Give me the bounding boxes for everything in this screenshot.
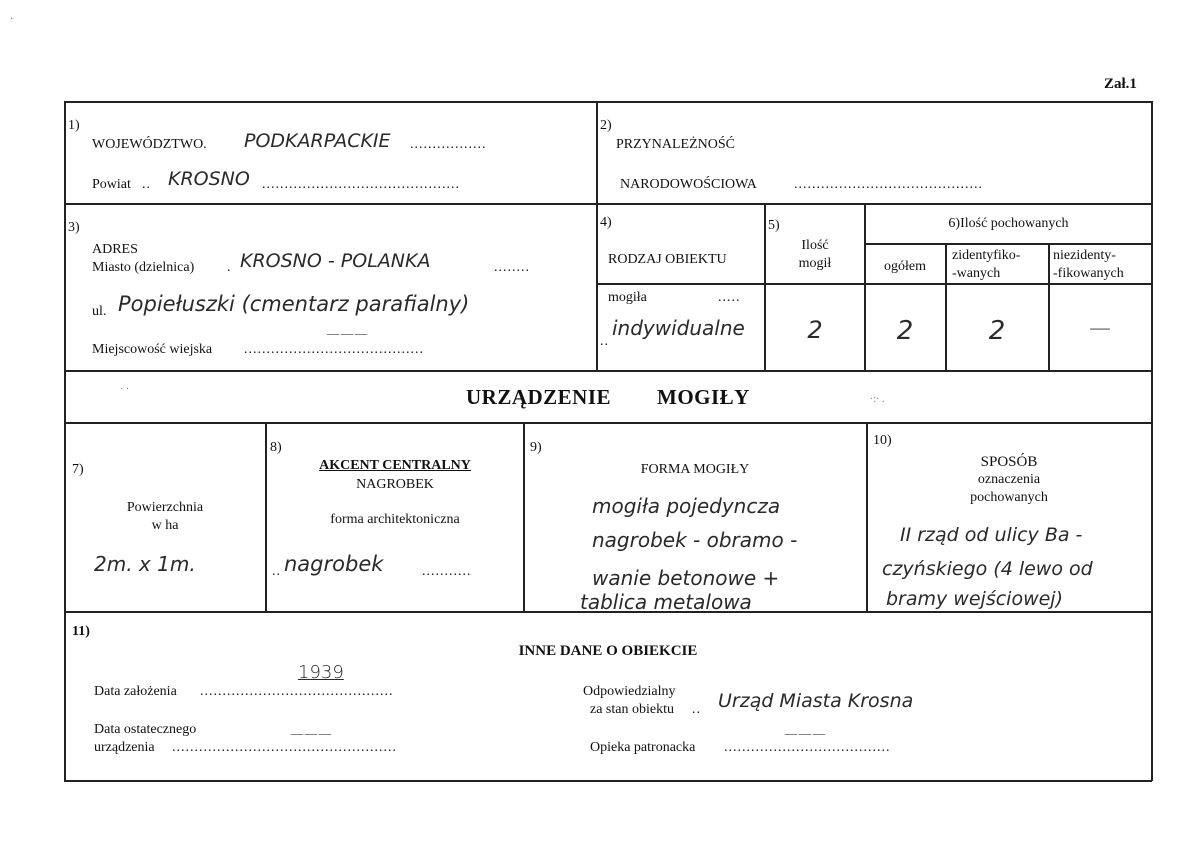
voivodeship-value: PODKARPACKIE — [244, 130, 391, 152]
box8-number: 8) — [270, 440, 282, 455]
tombstone-label: NAGROBEK — [356, 477, 434, 492]
city-value: KROSNO - POLANKA — [240, 250, 431, 272]
final-arrangement-dots: .................................................. — [172, 740, 397, 755]
architectural-form-label: forma architektoniczna — [330, 512, 460, 527]
county-dots: ............................................ — [262, 177, 460, 192]
city-dots: ........ — [494, 260, 530, 275]
other-data-title: INNE DANE O OBIEKCIE — [518, 643, 698, 659]
grave-form-value-3: wanie betonowe + — [592, 566, 780, 590]
responsible-value: Urząd Miasta Krosna — [718, 690, 914, 712]
box1-number: 1) — [68, 118, 80, 133]
area-value: 2m. x 1m. — [94, 552, 196, 576]
box2-number: 2) — [600, 118, 612, 133]
village-value: ——— — [326, 326, 368, 342]
city-label: Miasto (dzielnica) — [92, 260, 195, 275]
patronage-label: Opieka patronacka — [590, 740, 696, 755]
grave-form-value-1: mogiła pojedyncza — [592, 494, 781, 518]
founded-label: Data założenia — [94, 684, 177, 699]
scan-speck: · — [10, 14, 14, 25]
village-label: Miejscowość wiejska — [92, 342, 213, 357]
central-accent-label: AKCENT CENTRALNY — [319, 458, 471, 473]
marking-value-3: bramy wejściowej) — [886, 588, 1063, 610]
final-arrangement-label-1: Data ostatecznego — [94, 722, 197, 737]
box9-number: 9) — [530, 440, 542, 455]
attachment-label: Zał.1 — [1104, 76, 1137, 92]
box7-number: 7) — [72, 462, 84, 477]
responsible-label-2: za stan obiektu — [590, 702, 674, 717]
grave-label: mogiła — [608, 290, 647, 305]
marking-value-1: II rząd od ulicy Ba - — [900, 524, 1083, 546]
founded-value: 1939 — [298, 662, 344, 683]
tombstone-dots: ........... — [422, 564, 472, 579]
final-arrangement-label-2: urządzenia — [94, 740, 155, 755]
scan-speck: ·:· . — [870, 394, 885, 405]
street-label: ul. — [92, 304, 107, 319]
grave-form-label: FORMA MOGIŁY — [640, 462, 750, 477]
buried-total-header: ogółem — [884, 259, 926, 274]
tombstone-value: nagrobek — [284, 552, 384, 576]
buried-unidentified-header-1: niezidenty- — [1053, 248, 1116, 263]
street-value: Popiełuszki (cmentarz parafialny) — [118, 292, 470, 316]
box3-number: 3) — [68, 220, 80, 235]
grave-form-value-2: nagrobek - obramo - — [592, 528, 798, 552]
county-value: KROSNO — [168, 168, 250, 190]
founded-dots: ........................................... — [200, 684, 394, 699]
buried-identified-value: 2 — [988, 316, 1006, 346]
patronage-value: ——— — [784, 726, 826, 742]
area-label-1: Powierzchnia — [126, 500, 204, 515]
grave-form-value-4: tablica metalowa — [580, 590, 752, 614]
box10-number: 10) — [873, 433, 892, 448]
voivodeship-dots: ................. — [410, 137, 487, 152]
object-type-value: indywidualne — [612, 316, 745, 340]
county-label: Powiat — [92, 177, 131, 192]
buried-identified-header-2: -wanych — [952, 266, 1001, 281]
nationality-dots: .......................................... — [794, 177, 983, 192]
section-title-word-2: MOGIŁY — [657, 385, 750, 409]
buried-count-label: 6)Ilość pochowanych — [948, 216, 1069, 231]
box4-number: 4) — [600, 215, 612, 230]
nationality-label-2: NARODOWOŚCIOWA — [620, 177, 757, 192]
responsible-label-1: Odpowiedzialny — [583, 684, 676, 699]
graves-count-label-2: mogił — [798, 256, 832, 271]
buried-unidentified-header-2: -fikowanych — [1053, 266, 1124, 281]
area-label-2: w ha — [151, 518, 179, 533]
county-dots-start: .. — [142, 177, 151, 192]
box11-number: 11) — [72, 624, 90, 639]
village-dots: ........................................ — [244, 342, 424, 357]
object-type-label: RODZAJ OBIEKTU — [608, 252, 727, 267]
buried-total-value: 2 — [896, 316, 914, 346]
nationality-label-1: PRZYNALEŻNOŚĆ — [616, 137, 736, 152]
marking-label-3: pochowanych — [970, 490, 1048, 505]
grave-dots: ..... — [718, 290, 741, 305]
marking-value-2: czyńskiego (4 lewo od — [882, 558, 1093, 580]
box5-number: 5) — [768, 218, 780, 233]
marking-label-2: oznaczenia — [977, 472, 1041, 487]
section-title-word-1: URZĄDZENIE — [466, 385, 612, 409]
address-label: ADRES — [92, 242, 138, 257]
final-arrangement-value: ——— — [290, 726, 332, 742]
buried-unidentified-value: — — [1089, 316, 1111, 341]
marking-label-1: SPOSÓB — [980, 454, 1038, 470]
graves-count-label-1: Ilość — [801, 238, 829, 253]
graves-count-value: 2 — [807, 316, 823, 344]
buried-identified-header-1: zidentyfiko- — [952, 248, 1021, 263]
patronage-dots: ..................................... — [724, 740, 891, 755]
scan-speck: · · — [120, 384, 130, 395]
voivodeship-label: WOJEWÓDZTWO. — [92, 137, 207, 152]
